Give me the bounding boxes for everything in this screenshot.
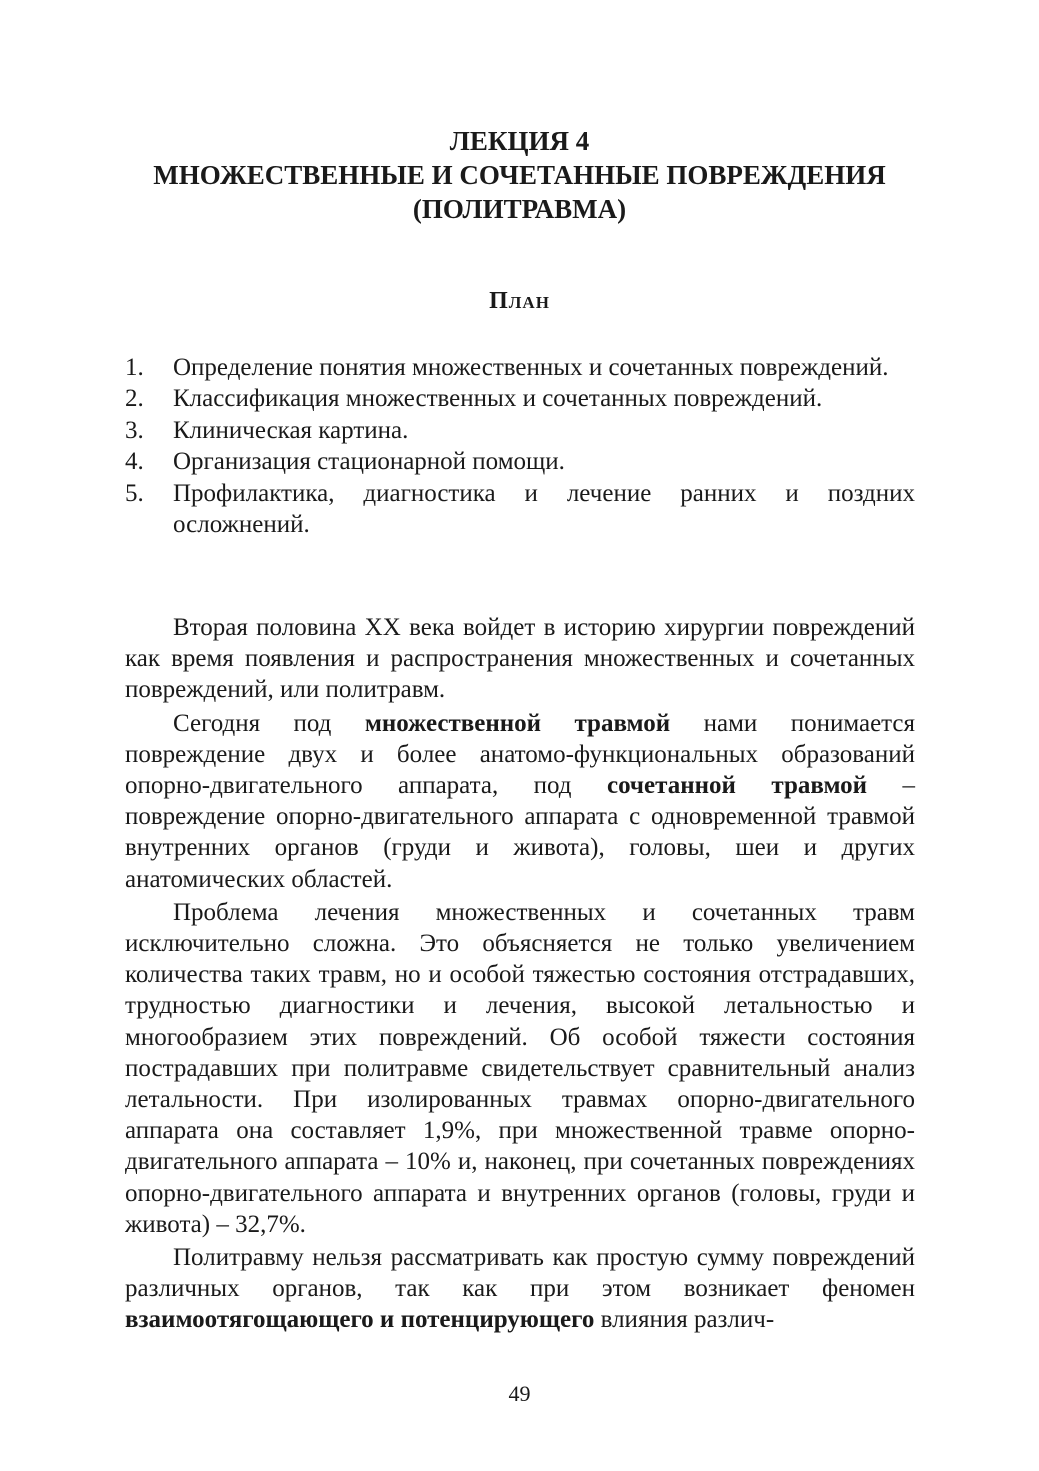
paragraph-4-text: влияния различ- [594, 1306, 775, 1334]
plan-item-text: Профилактика, диагностика и лечение ранних и поздних осложнений. [173, 479, 915, 539]
paragraph-2-text: – повреждение опорно-двигательного аппарата с одновременной травмой внутренних органов (груди и живота), головы, шеи и других анатомических областей. [125, 772, 915, 893]
plan-item-number: 2. [125, 385, 144, 413]
paragraph-1: Вторая половина XX века войдет в историю хирургии повреждений как время появления и распространения множественных и сочетанных повреждений, или политравм. [125, 614, 915, 704]
plan-item [125, 446, 915, 477]
plan-item [125, 352, 915, 383]
plan-list [125, 352, 915, 540]
paragraph-4 [125, 1242, 915, 1336]
plan-item-number: 1. [125, 354, 144, 381]
lecture-title [100, 124, 939, 226]
paragraph-4-text: Политравму нельзя рассматривать как простую сумму повреждений различных органов, так как при этом возникает феномен [125, 1244, 915, 1303]
paragraph-2-text: Сегодня под [173, 709, 365, 737]
plan-item-text: Клиническая картина. [173, 416, 409, 444]
paragraph-2 [125, 708, 915, 895]
plan-heading: План [489, 288, 550, 314]
paragraph-2-text: нами понимается повреждение двух и более анатомо-функциональных образований опорно-двигательного аппарата, под [125, 709, 916, 800]
plan-item [125, 478, 915, 541]
plan-item-text: Организация стационарной помощи. [173, 448, 565, 476]
term-combined-trauma: сочетанной травмой [606, 772, 868, 800]
plan-item-text: Определение понятия множественных и сочетанных повреждений. [173, 354, 889, 381]
lecture-title-line-2: (ПОЛИТРАВМА) [412, 194, 627, 224]
lecture-number: ЛЕКЦИЯ 4 [449, 126, 590, 156]
plan-item [125, 415, 915, 446]
plan-item-number: 4. [125, 448, 144, 476]
lecture-title-line-1: МНОЖЕСТВЕННЫЕ И СОЧЕТАННЫЕ ПОВРЕЖДЕНИЯ [153, 160, 886, 190]
page-number: 49 [508, 1381, 531, 1406]
plan-item-text: Классификация множественных и сочетанных повреждений. [173, 385, 823, 413]
term-multiple-trauma: множественной травмой [364, 709, 671, 737]
plan-item-number: 3. [125, 416, 144, 444]
body-text [125, 612, 915, 1336]
paragraph-3: Проблема лечения множественных и сочетанных травм исключительно сложна. Это объясняется не только увеличением количества таких травм, но и особой тяжестью состояния отстрадавших, трудностью диагностики и лечения, высокой летальностью и многообразием этих повреждений. Об особой тяжести состояния пострадавших при политравме свидетельствует сравнительный анализ летальности. При изолированных травмах опорно-двигательного аппарата она составляет 1,9%, при множественной травме опорно-двигательного аппарата – 10% и, наконец, при сочетанных повреждениях опорно-двигательного аппарата и внутренних органов (головы, груди и живота) – 32,7%. [125, 898, 915, 1238]
term-mutual-aggravation: взаимоотягощающего и потенцирующего [125, 1306, 595, 1334]
plan-item-number: 5. [125, 479, 144, 507]
plan-item [125, 383, 915, 414]
